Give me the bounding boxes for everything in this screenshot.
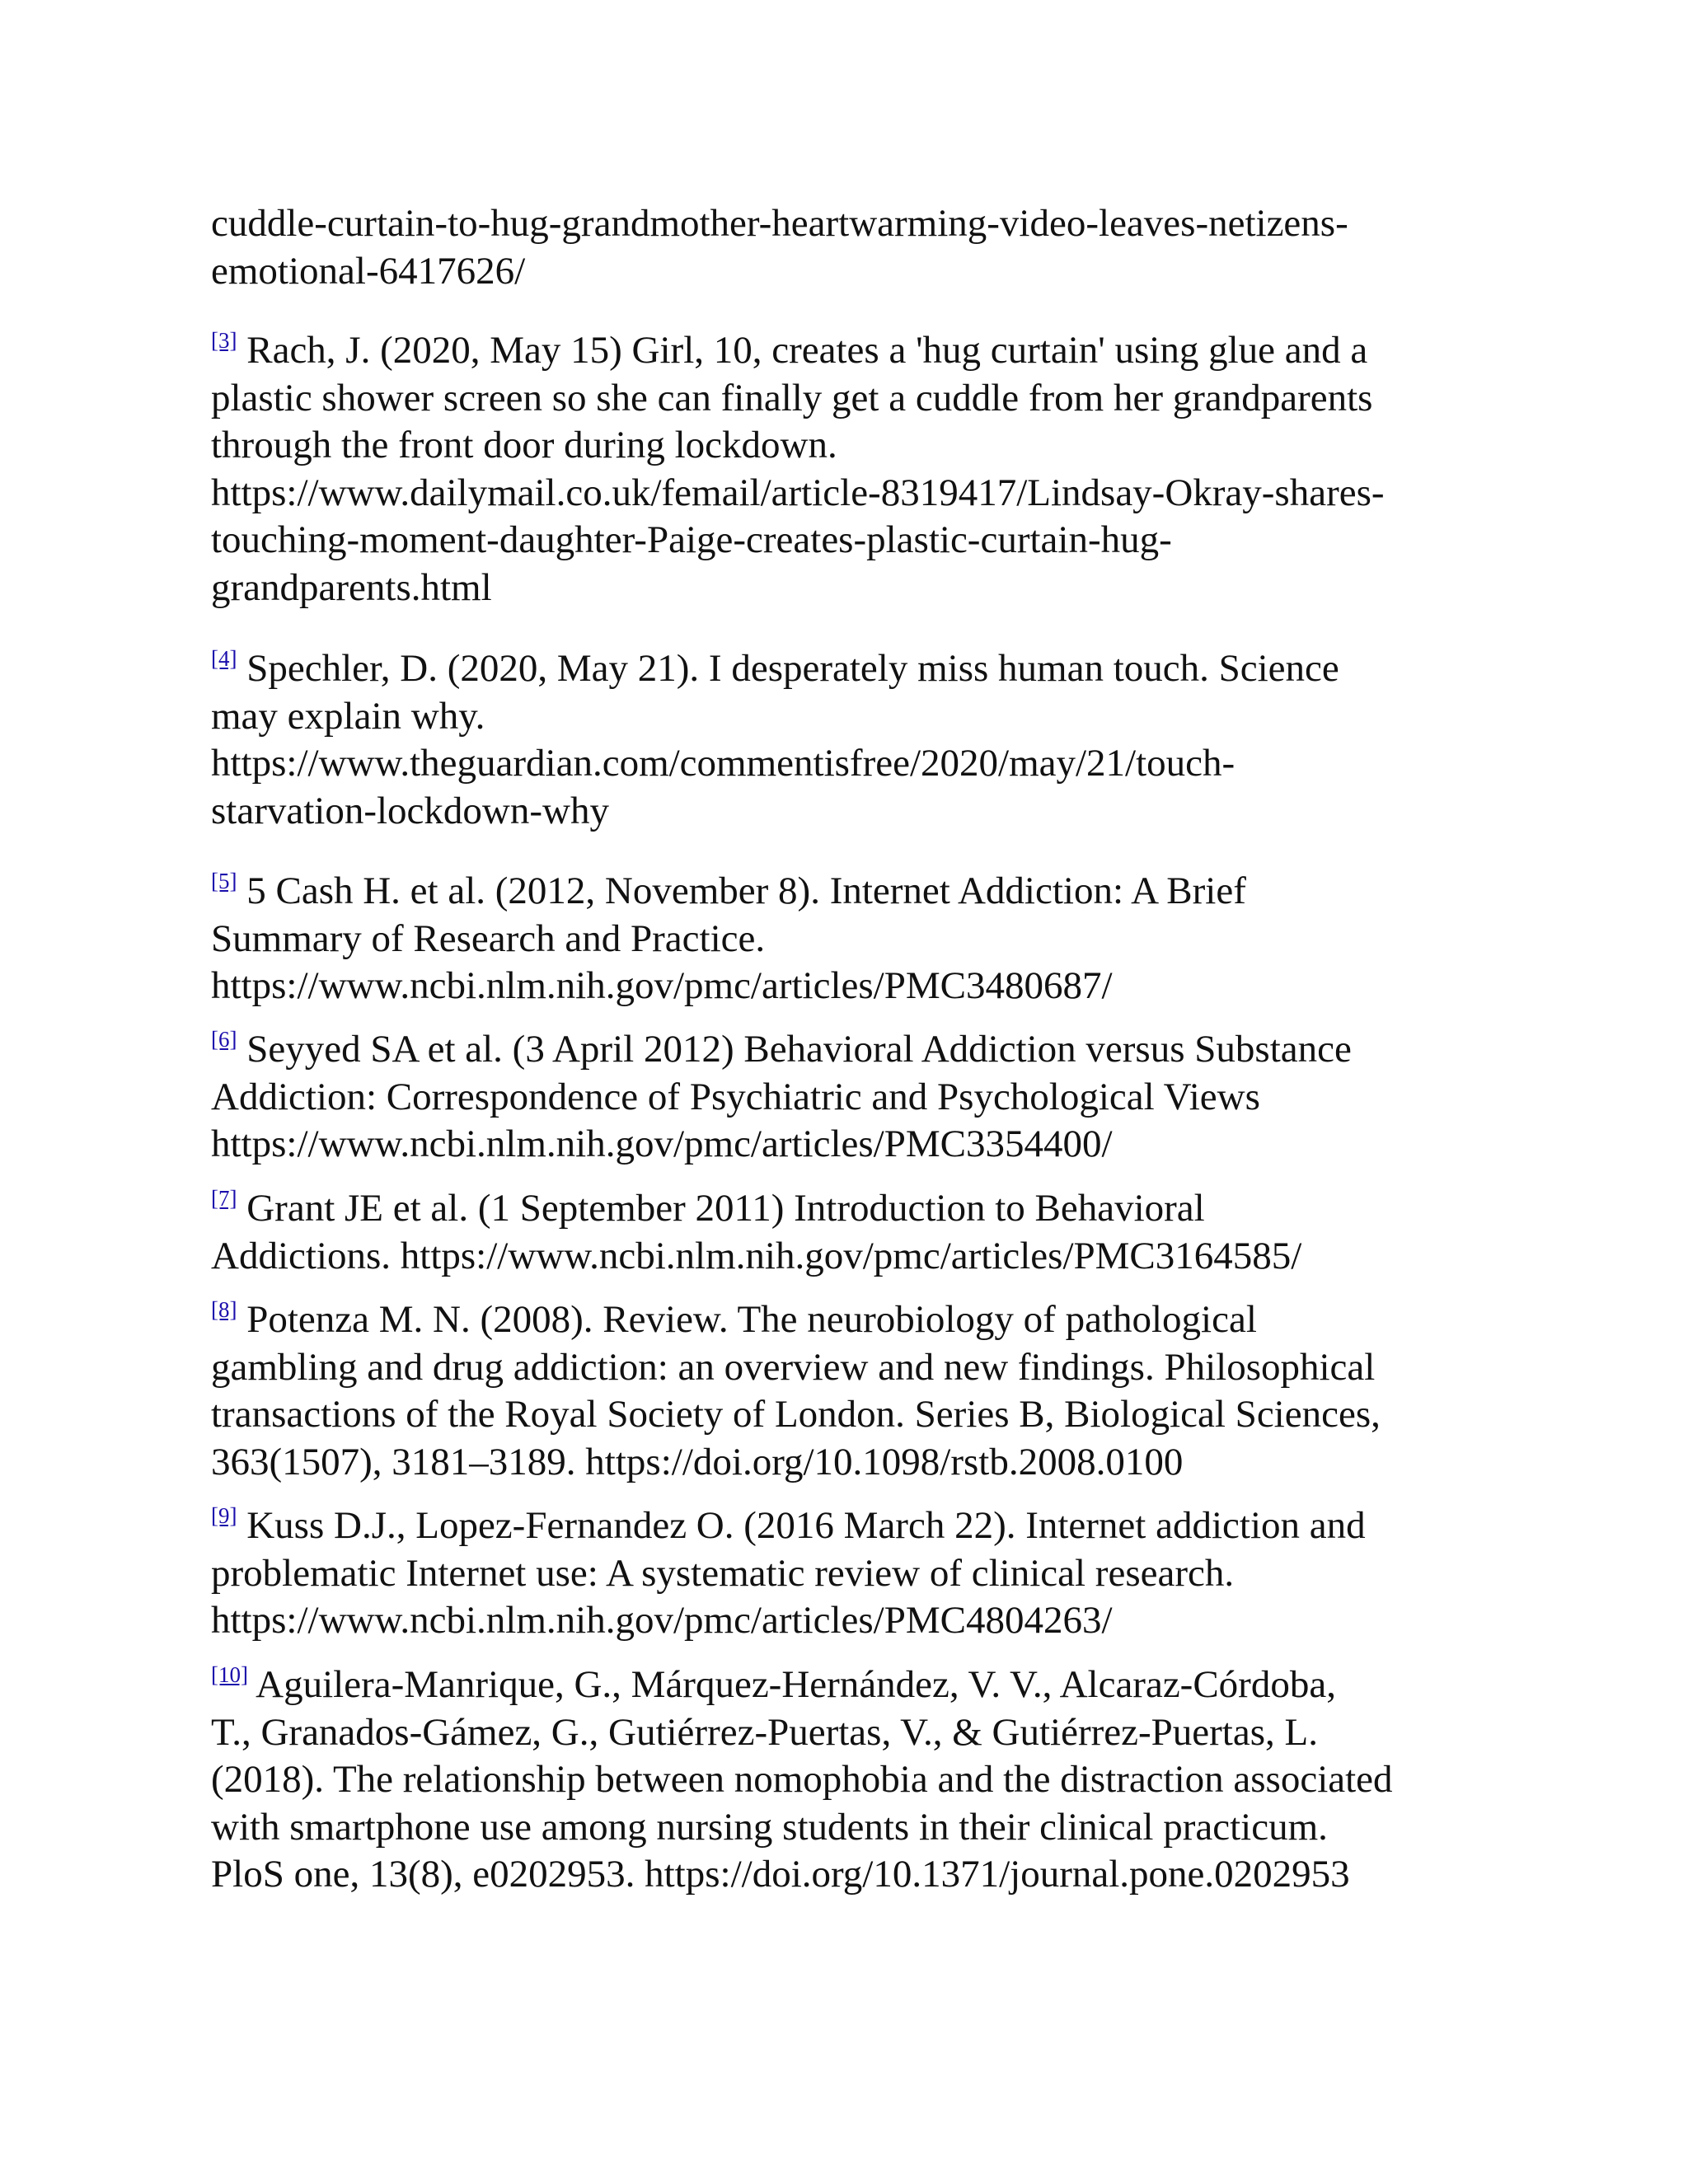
reference-10 [211, 1661, 1497, 1899]
footnote-link-5[interactable]: [5] [211, 869, 237, 893]
reference-line: https://www.ncbi.nlm.nih.gov/pmc/articles/PMC3354400/ [211, 1122, 1113, 1165]
reference-line: Addictions. https://www.ncbi.nlm.nih.gov/pmc/articles/PMC3164585/ [211, 1234, 1302, 1277]
footnote-link-3[interactable]: [3] [211, 328, 237, 353]
reference-line: 5 Cash H. et al. (2012, November 8). Internet Addiction: A Brief [246, 869, 1246, 912]
reference-line: T., Granados-Gámez, G., Gutiérrez-Puertas, V., & Gutiérrez-Puertas, L. [211, 1710, 1318, 1754]
footnote-link-9[interactable]: [9] [211, 1503, 237, 1528]
reference-line: through the front door during lockdown. [211, 424, 837, 466]
reference-line: Spechler, D. (2020, May 21). I desperately miss human touch. Science [246, 647, 1339, 690]
footnote-link-10[interactable]: [10] [211, 1662, 248, 1687]
reference-4 [211, 645, 1497, 835]
reference-line: Summary of Research and Practice. [211, 916, 766, 960]
reference-line: touching-moment-daughter-Paige-creates-plastic-curtain-hug- [211, 518, 1172, 561]
reference-3 [211, 327, 1497, 612]
reference-line: Rach, J. (2020, May 15) Girl, 10, creates a 'hug curtain' using glue and a [246, 329, 1368, 372]
reference-line: Addiction: Correspondence of Psychiatric and Psychological Views [211, 1075, 1260, 1118]
footnote-link-4[interactable]: [4] [211, 646, 237, 671]
reference-9 [211, 1502, 1497, 1645]
reference-line: Aguilera-Manrique, G., Márquez-Hernández, V. V., Alcaraz-Córdoba, [256, 1663, 1336, 1706]
reference-line: transactions of the Royal Society of London. Series B, Biological Sciences, [211, 1393, 1381, 1436]
reference-line: https://www.ncbi.nlm.nih.gov/pmc/articles/PMC3480687/ [211, 964, 1113, 1007]
reference-line: https://www.ncbi.nlm.nih.gov/pmc/articles/PMC4804263/ [211, 1599, 1113, 1642]
reference-5 [211, 868, 1497, 1010]
reference-line: (2018). The relationship between nomophobia and the distraction associated [211, 1758, 1393, 1801]
reference-line: emotional-6417626/ [211, 249, 526, 293]
reference-line: problematic Internet use: A systematic review of clinical research. [211, 1551, 1235, 1595]
reference-line: gambling and drug addiction: an overview and new findings. Philosophical [211, 1345, 1376, 1389]
footnote-link-7[interactable]: [7] [211, 1186, 237, 1211]
reference-line: https://www.dailymail.co.uk/femail/article-8319417/Lindsay-Okray-shares- [211, 471, 1385, 514]
reference-line: 363(1507), 3181–3189. https://doi.org/10.1098/rstb.2008.0100 [211, 1440, 1184, 1483]
reference-6 [211, 1026, 1497, 1169]
reference-line: https://www.theguardian.com/commentisfree/2020/may/21/touch- [211, 742, 1236, 785]
reference-continuation [211, 200, 1497, 295]
reference-line: starvation-lockdown-why [211, 789, 609, 832]
reference-7 [211, 1185, 1497, 1280]
reference-8 [211, 1296, 1497, 1486]
reference-line: Grant JE et al. (1 September 2011) Introduction to Behavioral [246, 1187, 1205, 1230]
reference-line: Kuss D.J., Lopez-Fernandez O. (2016 March 22). Internet addiction and [246, 1504, 1366, 1547]
reference-line: PloS one, 13(8), e0202953. https://doi.org/10.1371/journal.pone.0202953 [211, 1853, 1350, 1896]
reference-line: cuddle-curtain-to-hug-grandmother-heartwarming-video-leaves-netizens- [211, 202, 1348, 245]
reference-line: with smartphone use among nursing students in their clinical practicum. [211, 1805, 1328, 1849]
reference-line: Potenza M. N. (2008). Review. The neurobiology of pathological [246, 1298, 1257, 1341]
reference-line: Seyyed SA et al. (3 April 2012) Behavioral Addiction versus Substance [246, 1028, 1352, 1071]
footnote-link-8[interactable]: [8] [211, 1297, 237, 1322]
reference-line: plastic shower screen so she can finally get a cuddle from her grandparents [211, 376, 1373, 419]
reference-line: grandparents.html [211, 565, 492, 609]
footnote-link-6[interactable]: [6] [211, 1027, 237, 1052]
reference-line: may explain why. [211, 694, 485, 738]
